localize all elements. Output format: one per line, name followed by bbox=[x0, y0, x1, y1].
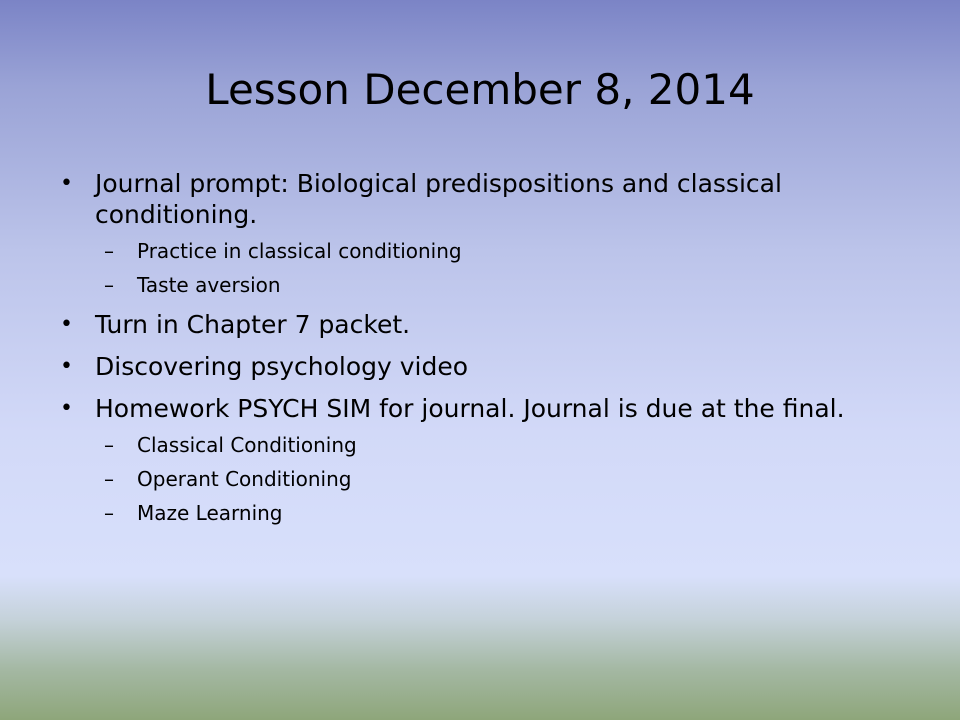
bullet-text: Turn in Chapter 7 packet. bbox=[95, 310, 411, 339]
bullet-item bbox=[60, 309, 910, 340]
dash-icon: – bbox=[104, 273, 114, 297]
bullet-item bbox=[60, 168, 910, 230]
bullet-text: Journal prompt: Biological predispositions and classical conditioning. bbox=[95, 169, 782, 229]
bullet-icon: • bbox=[60, 171, 73, 196]
sub-bullet-text: Taste aversion bbox=[137, 273, 281, 297]
bullet-icon: • bbox=[60, 312, 73, 337]
dash-icon: – bbox=[104, 467, 114, 491]
sub-bullet-text: Operant Conditioning bbox=[137, 467, 352, 491]
bullet-text: Discovering psychology video bbox=[95, 352, 469, 381]
bullet-item bbox=[60, 393, 910, 424]
sub-bullet-item bbox=[60, 467, 910, 492]
sub-bullet-item bbox=[60, 273, 910, 298]
dash-icon: – bbox=[104, 239, 114, 263]
sub-bullet-text: Practice in classical conditioning bbox=[137, 239, 462, 263]
sub-bullet-item bbox=[60, 433, 910, 458]
bullet-list bbox=[60, 168, 910, 526]
bullet-icon: • bbox=[60, 396, 73, 421]
bullet-item bbox=[60, 351, 910, 382]
dash-icon: – bbox=[104, 501, 114, 525]
dash-icon: – bbox=[104, 433, 114, 457]
bullet-text: Homework PSYCH SIM for journal. Journal is due at the final. bbox=[95, 394, 845, 423]
bullet-icon: • bbox=[60, 354, 73, 379]
sub-bullet-item bbox=[60, 501, 910, 526]
sub-bullet-item bbox=[60, 239, 910, 264]
slide-title: Lesson December 8, 2014 bbox=[205, 65, 755, 114]
sub-bullet-text: Maze Learning bbox=[137, 501, 283, 525]
sub-bullet-text: Classical Conditioning bbox=[137, 433, 357, 457]
